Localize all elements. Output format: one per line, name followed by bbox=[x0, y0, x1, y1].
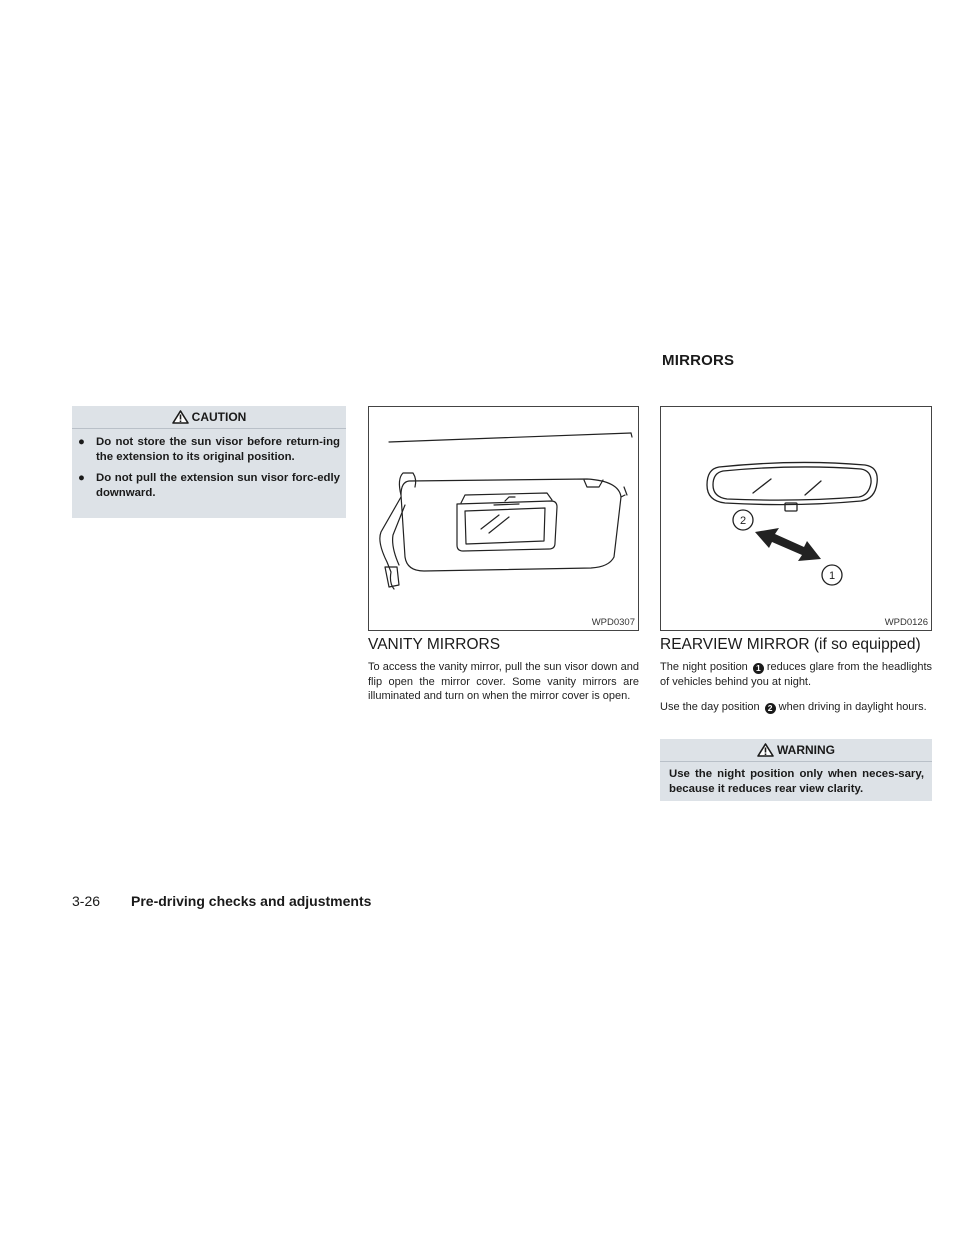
circled-number-2: 2 bbox=[765, 703, 776, 714]
caution-item bbox=[78, 435, 340, 465]
warning-title-bar bbox=[660, 739, 932, 762]
caution-item bbox=[78, 471, 340, 501]
rearview-mirror-figure bbox=[660, 406, 932, 631]
warning-title: WARNING bbox=[777, 743, 835, 757]
day-text-start: Use the day position bbox=[660, 701, 760, 713]
caution-item-text: Do not pull the extension sun visor forc-edly downward. bbox=[96, 472, 340, 499]
warning-box bbox=[660, 739, 932, 801]
label-2: 2 bbox=[739, 515, 747, 527]
caution-list bbox=[72, 429, 346, 501]
chapter-title: Pre-driving checks and adjustments bbox=[131, 893, 372, 909]
bullet-icon: ● bbox=[78, 436, 85, 448]
label-1: 1 bbox=[828, 570, 836, 582]
bullet-icon: ● bbox=[78, 472, 85, 484]
vanity-paragraph: To access the vanity mirror, pull the sun visor down and flip open the mirror cover. Some vanity mirrors are illuminated and turn on when the mirror cover is open. bbox=[368, 661, 639, 702]
figure-code: WPD0126 bbox=[884, 617, 928, 628]
circled-number-1: 1 bbox=[753, 663, 764, 674]
warning-text: Use the night position only when neces-sary, because it reduces rear view clarity. bbox=[669, 768, 924, 795]
page-number: 3-26 bbox=[72, 893, 101, 909]
sun-visor-illustration bbox=[369, 407, 638, 630]
night-text-end: reduces glare from the headlights of vehicles behind you at night. bbox=[660, 661, 932, 688]
caution-item-text: Do not store the sun visor before return-ing the extension to its original position. bbox=[96, 436, 340, 463]
caution-warning-icon bbox=[172, 410, 189, 424]
rearview-heading: REARVIEW MIRROR (if so equipped) bbox=[660, 636, 921, 653]
day-position-paragraph bbox=[660, 700, 932, 715]
night-position-paragraph bbox=[660, 660, 932, 689]
vanity-heading: VANITY MIRRORS bbox=[368, 636, 501, 653]
night-text-start: The night position bbox=[660, 661, 748, 673]
caution-box bbox=[72, 406, 346, 518]
caution-title-bar bbox=[72, 406, 346, 429]
warning-icon bbox=[757, 743, 774, 757]
figure-code: WPD0307 bbox=[591, 617, 635, 628]
section-heading: MIRRORS bbox=[662, 352, 735, 369]
day-text-end: when driving in daylight hours. bbox=[778, 701, 927, 713]
vanity-mirror-figure bbox=[368, 406, 639, 631]
caution-title: CAUTION bbox=[191, 410, 247, 424]
rearview-mirror-illustration bbox=[661, 407, 931, 630]
